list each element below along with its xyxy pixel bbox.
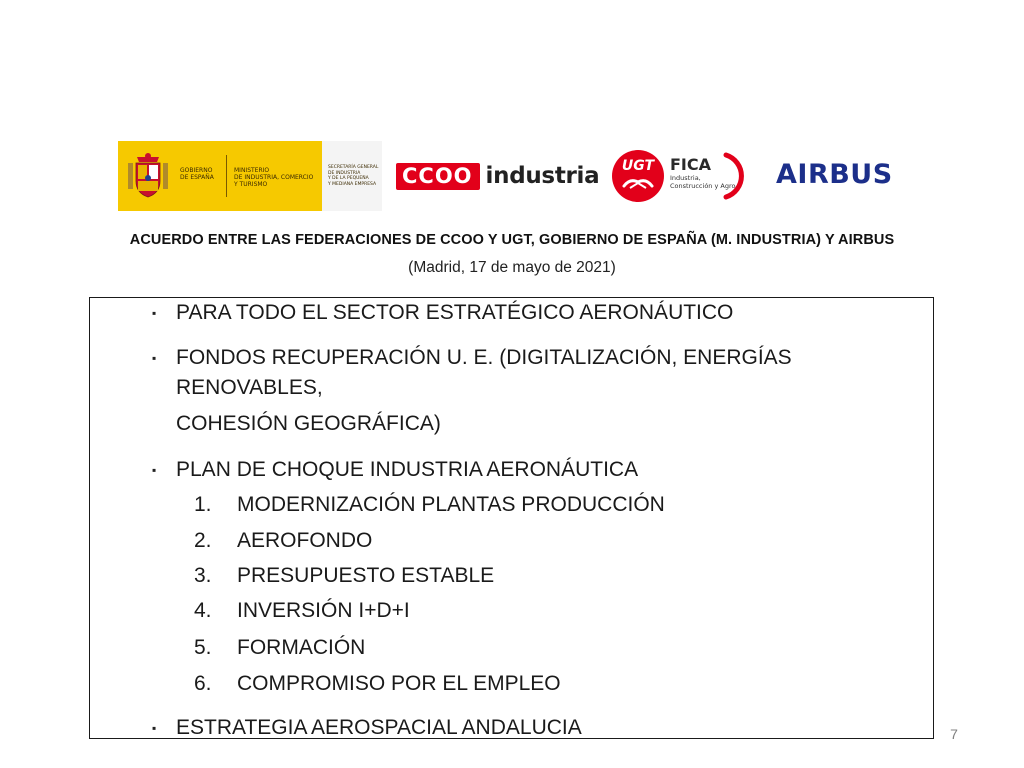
spain-coat-of-arms-icon [126,151,170,201]
fica-text: FICA [670,155,712,174]
ministerio-text: MINISTERIO DE INDUSTRIA, COMERCIO Y TURISMO [234,167,314,188]
fica-arc-icon [712,149,752,203]
secretaria-text: SECRETARÍA GENERAL DE INDUSTRIA Y DE LA PEQUEÑA Y MEDIANA EMPRESA [328,165,379,187]
plan-item-number: 4. [194,599,212,622]
plan-item-text: PRESUPUESTO ESTABLE [237,564,495,587]
gov-logo-white-panel [322,141,382,211]
plan-item-number: 3. [194,564,212,587]
ccoo-box: CCOO [396,163,480,190]
plan-item-number: 1. [194,493,212,516]
plan-item-text: MODERNIZACIÓN PLANTAS PRODUCCIÓN [237,493,665,516]
plan-item-text: FORMACIÓN [237,636,366,659]
bullet-text: FONDOS RECUPERACIÓN U. E. (DIGITALIZACIÓN, ENERGÍAS [176,346,792,369]
agreement-subtitle: (Madrid, 17 de mayo de 2021) [408,259,616,276]
bullet-text-continued: RENOVABLES, [176,376,323,399]
bullet-marker: ▪ [152,306,157,320]
ugt-fica-logo [612,149,752,203]
fica-subtext: Industria, Construcción y Agro [670,174,736,190]
airbus-logo: AIRBUS [776,159,893,190]
bullet-text: PARA TODO EL SECTOR ESTRATÉGICO AERONÁUTICO [176,301,734,324]
content-box [89,297,934,739]
plan-item-text: COMPROMISO POR EL EMPLEO [237,672,561,695]
bullet-text: ESTRATEGIA AEROSPACIAL ANDALUCIA [176,716,582,739]
plan-item-text: INVERSIÓN I+D+I [237,599,410,622]
plan-item-number: 5. [194,636,212,659]
bullet-text: PLAN DE CHOQUE INDUSTRIA AERONÁUTICA [176,458,639,481]
plan-item-number: 2. [194,529,212,552]
bullet-text-continued: COHESIÓN GEOGRÁFICA) [176,412,441,435]
ccoo-industria-logo [396,158,599,194]
gobierno-espana-logo [118,141,382,211]
plan-item-number: 6. [194,672,212,695]
gov-logo-yellow-panel [118,141,322,211]
agreement-title: ACUERDO ENTRE LAS FEDERACIONES DE CCOO Y UGT, GOBIERNO DE ESPAÑA (M. INDUSTRIA) Y AIRBUS [129,232,895,248]
page-number: 7 [950,726,958,742]
bullet-marker: ▪ [152,721,157,735]
plan-item-text: AEROFONDO [237,529,373,552]
gov-logo-divider [226,155,227,197]
ccoo-industria-word: industria [485,163,600,189]
logo-strip [118,141,918,211]
ugt-circle-icon [612,150,664,202]
ugt-text: UGT [621,158,655,174]
bullet-marker: ▪ [152,351,157,365]
bullet-marker: ▪ [152,463,157,477]
gobierno-text: GOBIERNO DE ESPAÑA [180,167,214,181]
handshake-icon [612,150,664,202]
